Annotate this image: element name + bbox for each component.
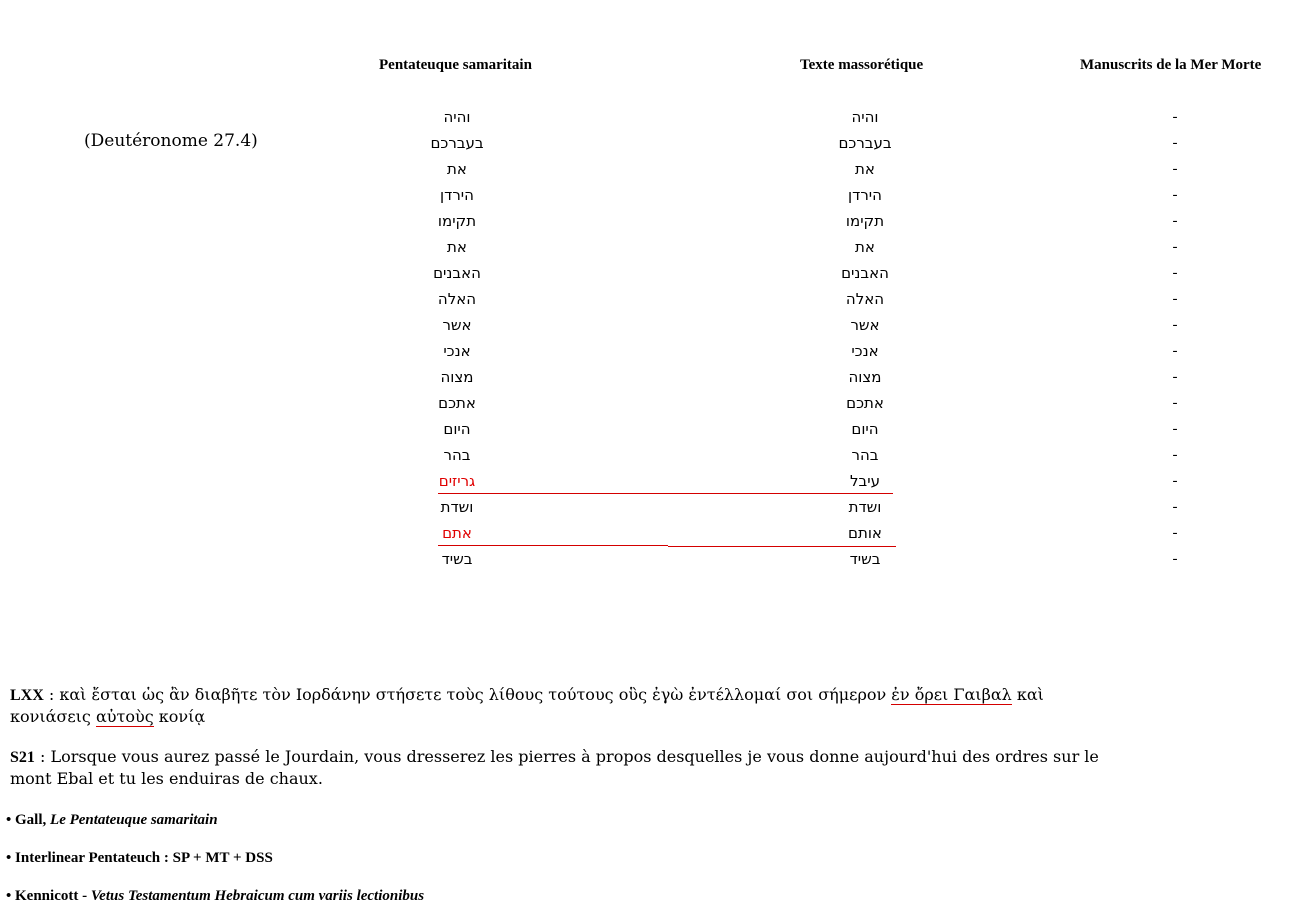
- mt-word: בעברכם: [838, 134, 892, 152]
- lxx-label: LXX: [10, 687, 44, 704]
- verse-reference: (Deutéronome 27.4): [84, 131, 258, 151]
- dss-cell: -: [1172, 213, 1178, 229]
- sp-word: האבנים: [433, 264, 481, 282]
- variant-underline-atem-sp: [438, 545, 668, 546]
- dss-cell: -: [1172, 317, 1178, 333]
- sp-word: האלה: [437, 290, 477, 308]
- dss-cell: -: [1172, 551, 1178, 567]
- dss-cell: -: [1172, 447, 1178, 463]
- dss-cell: -: [1172, 343, 1178, 359]
- source-interlinear: [6, 850, 273, 867]
- dss-cell: -: [1172, 161, 1178, 177]
- s21-label: S21: [10, 749, 35, 766]
- sp-word: מצוה: [440, 368, 474, 386]
- sp-word: תקימו: [437, 212, 477, 230]
- lxx-variant-gaibal: ἐν ὄρει Γαιβαλ: [891, 685, 1012, 704]
- lxx-separator: :: [43, 685, 60, 704]
- mt-word: הירדן: [848, 186, 882, 204]
- dss-cell: -: [1172, 369, 1178, 385]
- lxx-paragraph: [10, 684, 1100, 727]
- dss-cell: -: [1172, 239, 1178, 255]
- s21-text: Lorsque vous aurez passé le Jourdain, vous dresserez les pierres à propos desquelles je vous donne aujourd'hui des ordres sur le mont Ebal et tu les enduiras de chaux.: [10, 747, 1099, 788]
- bullet-icon: •: [6, 850, 12, 866]
- sp-word: בשיד: [441, 550, 473, 568]
- sp-word: בהר: [443, 446, 471, 464]
- sp-word: את: [447, 238, 467, 256]
- column-samaritan: [337, 107, 577, 575]
- sp-word: הירדן: [440, 186, 474, 204]
- mt-word: בהר: [851, 446, 879, 464]
- sp-word: אנכי: [443, 342, 471, 360]
- mt-word: עיבל: [850, 472, 880, 490]
- header-samaritan-pentateuch: Pentateuque samaritain: [379, 57, 532, 73]
- dss-cell: -: [1172, 395, 1178, 411]
- dss-cell: -: [1172, 109, 1178, 125]
- dss-cell: -: [1172, 265, 1178, 281]
- lxx-variant-autous: αὐτοὺς: [95, 707, 154, 726]
- column-dss: [1055, 107, 1295, 575]
- sp-word: גריזים: [438, 472, 476, 490]
- bullet-icon: •: [6, 812, 12, 828]
- sp-word: היום: [443, 420, 471, 438]
- dss-cell: -: [1172, 135, 1178, 151]
- mt-word: האלה: [845, 290, 885, 308]
- mt-word: אותם: [848, 524, 882, 542]
- mt-word: אתכם: [846, 394, 884, 412]
- sp-word: ושדת: [440, 498, 474, 516]
- mt-word: בשיד: [849, 550, 881, 568]
- sp-word: אתם: [442, 524, 472, 542]
- dss-cell: -: [1172, 291, 1178, 307]
- source-prefix: Interlinear Pentateuch : SP + MT + DSS: [15, 850, 273, 866]
- header-masoretic-text: Texte massorétique: [800, 57, 924, 73]
- source-kennicott: [6, 888, 424, 905]
- mt-word: אנכי: [851, 342, 879, 360]
- mt-word: מצוה: [848, 368, 882, 386]
- dss-cell: -: [1172, 473, 1178, 489]
- mt-word: היום: [851, 420, 879, 438]
- source-gall: [6, 812, 218, 829]
- lxx-text: καὶ κονιάσεις: [10, 685, 1044, 726]
- variant-underline-atem-mt: [668, 546, 896, 547]
- sp-word: והיה: [443, 108, 471, 126]
- mt-word: אשר: [850, 316, 880, 334]
- lxx-text: κονίᾳ: [153, 707, 206, 726]
- variant-underline-gerizim: [438, 493, 893, 494]
- mt-word: ושדת: [848, 498, 882, 516]
- sp-word: אשר: [442, 316, 472, 334]
- mt-word: את: [855, 160, 875, 178]
- sp-word: בעברכם: [430, 134, 484, 152]
- source-prefix: Gall,: [15, 812, 51, 828]
- bullet-icon: •: [6, 888, 12, 904]
- mt-word: האבנים: [841, 264, 889, 282]
- dss-cell: -: [1172, 525, 1178, 541]
- dss-cell: -: [1172, 421, 1178, 437]
- mt-word: את: [855, 238, 875, 256]
- source-title: Le Pentateuque samaritain: [50, 812, 218, 828]
- mt-word: תקימו: [845, 212, 885, 230]
- mt-word: והיה: [851, 108, 879, 126]
- sp-word: את: [447, 160, 467, 178]
- header-dead-sea-scrolls: Manuscrits de la Mer Morte: [1080, 57, 1262, 73]
- dss-cell: -: [1172, 187, 1178, 203]
- source-prefix: Kennicott -: [15, 888, 91, 904]
- lxx-text: καὶ ἔσται ὡς ἂν διαβῆτε τὸν Ιορδάνην στήσετε τοὺς λίθους τούτους οὓς ἐγὼ ἐντέλλομαί σοι σήμερον: [59, 685, 892, 704]
- s21-separator: :: [34, 747, 51, 766]
- column-masoretic: [745, 107, 985, 575]
- s21-paragraph: [10, 746, 1100, 789]
- dss-cell: -: [1172, 499, 1178, 515]
- sp-word: אתכם: [438, 394, 476, 412]
- source-title: Vetus Testamentum Hebraicum cum variis lectionibus: [90, 888, 425, 904]
